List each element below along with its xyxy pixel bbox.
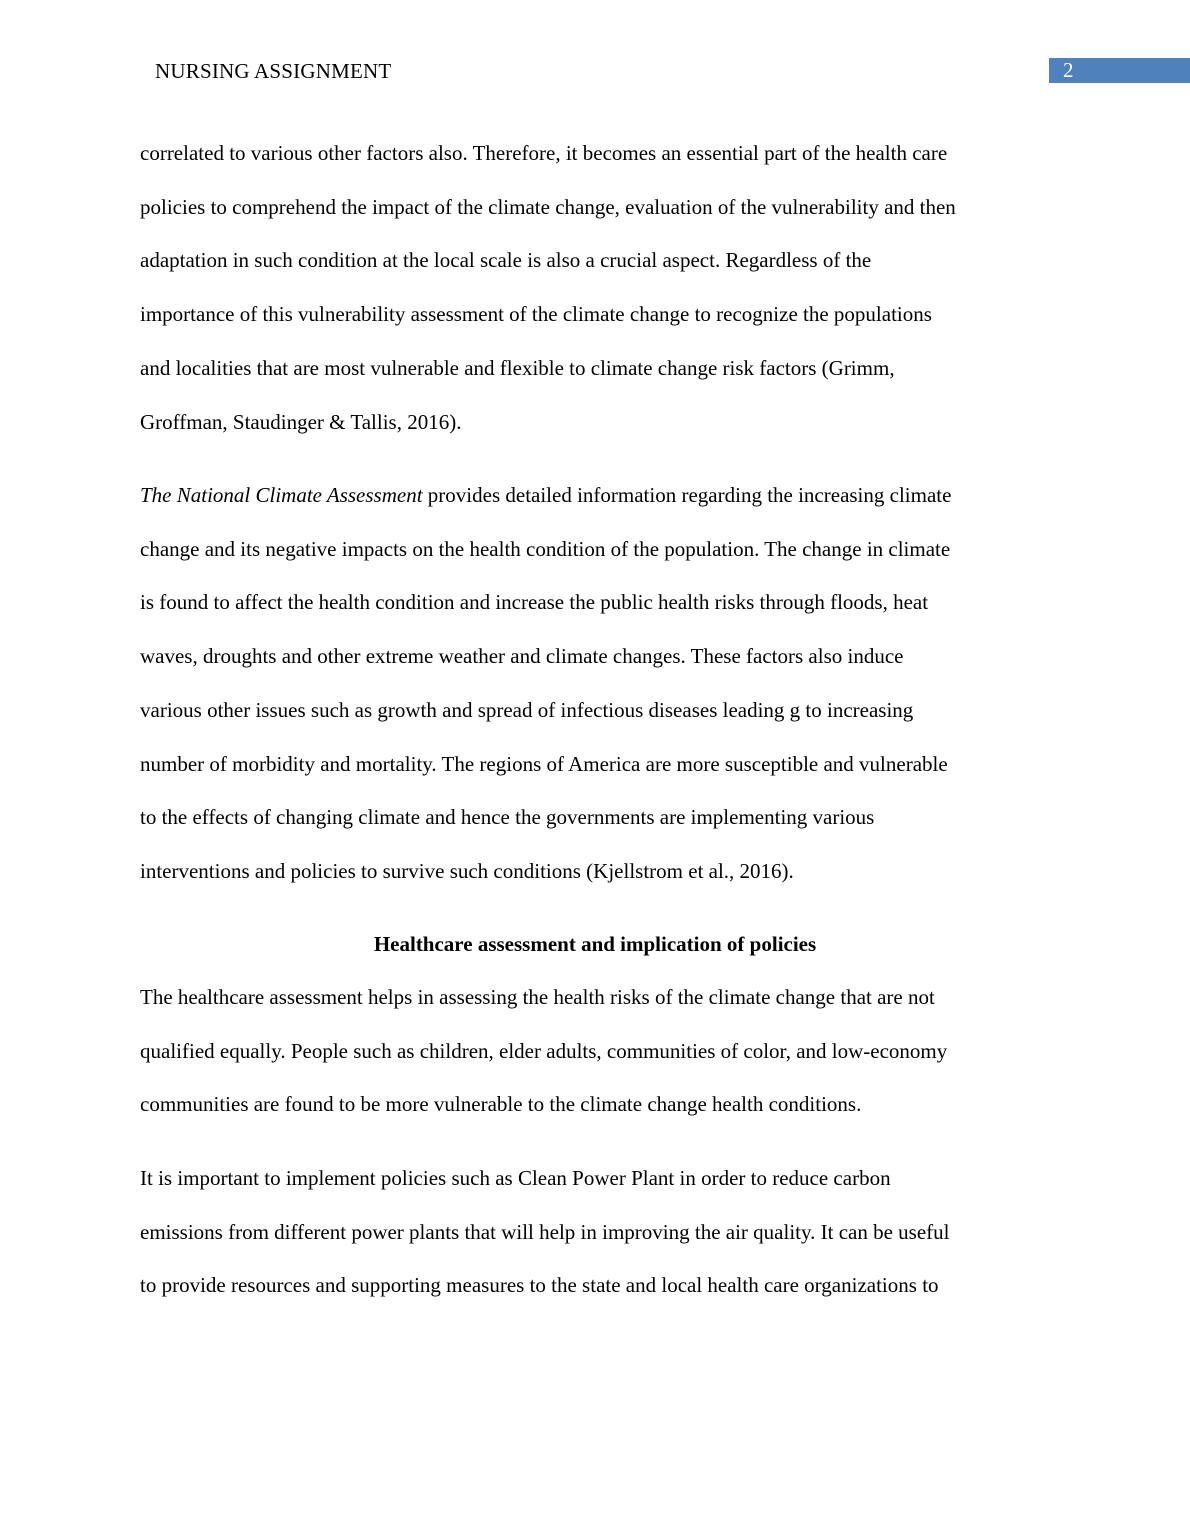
paragraph-national-climate-assessment — [140, 469, 1055, 899]
page-number: 2 — [1063, 58, 1074, 82]
text-line: to the effects of changing climate and hence the governments are implementing various — [140, 805, 875, 830]
text-line: importance of this vulnerability assessment of the climate change to recognize the populations — [140, 302, 932, 327]
text-line: adaptation in such condition at the local scale is also a crucial aspect. Regardless of the — [140, 248, 872, 273]
text-line: The healthcare assessment helps in assessing the health risks of the climate change that are not — [140, 985, 935, 1009]
page-number-bar — [1049, 58, 1190, 83]
text-line — [140, 469, 1055, 523]
running-head: NURSING ASSIGNMENT — [155, 59, 392, 83]
text-line: number of morbidity and mortality. The regions of America are more susceptible and vulnerable — [140, 751, 948, 776]
text-line: emissions from different power plants that will help in improving the air quality. It can be useful — [140, 1219, 950, 1244]
text-line: change and its negative impacts on the health condition of the population. The change in climate — [140, 536, 951, 561]
text-line: Groffman, Staudinger & Tallis, 2016). — [140, 409, 462, 434]
text-line: waves, droughts and other extreme weather and climate changes. These factors also induce — [140, 644, 904, 669]
text-line: to provide resources and supporting measures to the state and local health care organizations to — [140, 1273, 939, 1298]
text-line: interventions and policies to survive such conditions (Kjellstrom et al., 2016). — [140, 858, 794, 883]
text-line: and localities that are most vulnerable and flexible to climate change risk factors (Grimm, — [140, 355, 895, 380]
paragraph-healthcare-assessment — [140, 971, 1055, 1132]
text-run: provides detailed information regarding the increasing climate — [422, 483, 952, 507]
text-line: policies to comprehend the impact of the climate change, evaluation of the vulnerability and then — [140, 194, 956, 219]
section-heading: Healthcare assessment and implication of policies — [373, 932, 817, 956]
text-line: It is important to implement policies such as Clean Power Plant in order to reduce carbon — [140, 1166, 891, 1190]
text-line: qualified equally. People such as children, elder adults, communities of color, and low-economy — [140, 1038, 948, 1063]
paragraph-climate-vulnerability — [140, 127, 1055, 449]
text-line: is found to affect the health condition and increase the public health risks through floods, heat — [140, 590, 929, 615]
text-line: various other issues such as growth and spread of infectious diseases leading g to increasing — [140, 697, 914, 722]
paragraph-clean-power-policy — [140, 1152, 1055, 1313]
italic-title: The National Climate Assessment — [140, 483, 423, 507]
text-line: communities are found to be more vulnerable to the climate change health conditions. — [140, 1092, 862, 1117]
text-line: correlated to various other factors also. Therefore, it becomes an essential part of the health care — [140, 141, 948, 165]
